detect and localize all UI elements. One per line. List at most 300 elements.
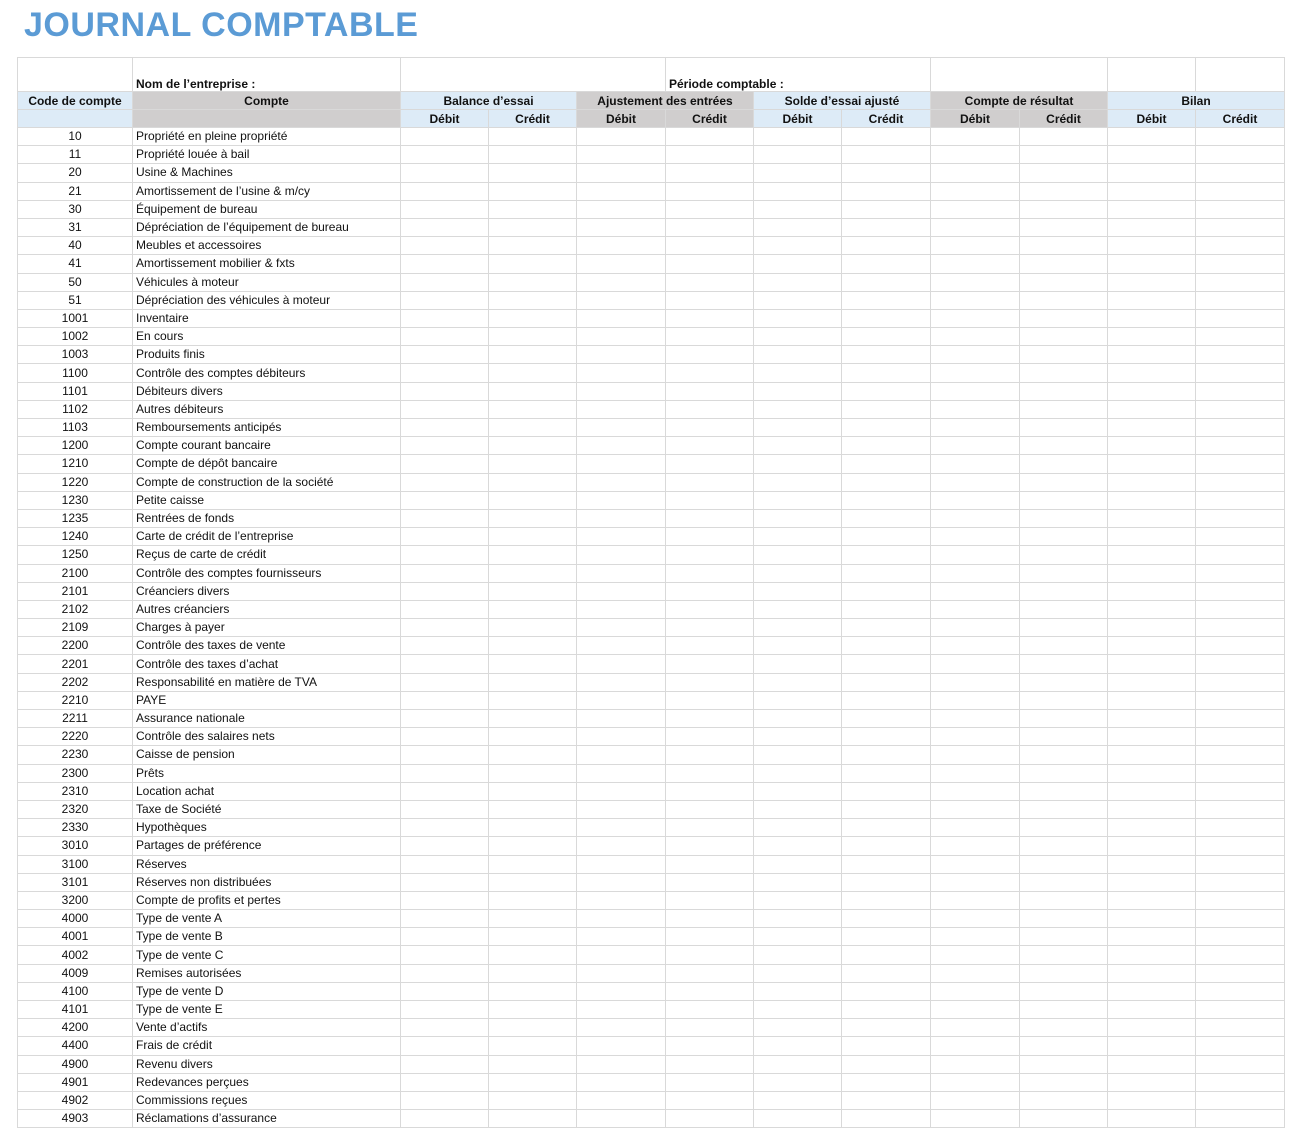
- debit-cell[interactable]: [401, 364, 489, 382]
- account-code-cell[interactable]: 2101: [18, 582, 133, 600]
- account-name-cell[interactable]: Dépréciation des véhicules à moteur: [133, 291, 401, 309]
- account-name-cell[interactable]: Créanciers divers: [133, 582, 401, 600]
- account-code-cell[interactable]: 3200: [18, 891, 133, 909]
- debit-cell[interactable]: [754, 764, 842, 782]
- debit-cell[interactable]: [401, 1110, 489, 1128]
- credit-cell[interactable]: [489, 964, 577, 982]
- account-name-cell[interactable]: Prêts: [133, 764, 401, 782]
- credit-cell[interactable]: [1020, 528, 1108, 546]
- debit-cell[interactable]: [931, 1001, 1020, 1019]
- debit-cell[interactable]: [1108, 346, 1196, 364]
- credit-cell[interactable]: [489, 819, 577, 837]
- debit-cell[interactable]: [577, 382, 666, 400]
- debit-cell[interactable]: [401, 200, 489, 218]
- debit-cell[interactable]: [931, 546, 1020, 564]
- debit-cell[interactable]: [401, 237, 489, 255]
- credit-cell[interactable]: [666, 928, 754, 946]
- account-name-cell[interactable]: Type de vente C: [133, 946, 401, 964]
- credit-cell[interactable]: [1196, 891, 1285, 909]
- debit-cell[interactable]: [1108, 491, 1196, 509]
- debit-cell[interactable]: [931, 782, 1020, 800]
- account-code-cell[interactable]: 40: [18, 237, 133, 255]
- credit-cell[interactable]: [1020, 582, 1108, 600]
- credit-cell[interactable]: [489, 1037, 577, 1055]
- credit-cell[interactable]: [1196, 491, 1285, 509]
- debit-cell[interactable]: [401, 164, 489, 182]
- debit-cell[interactable]: [401, 509, 489, 527]
- credit-cell[interactable]: [489, 528, 577, 546]
- debit-cell[interactable]: [1108, 928, 1196, 946]
- debit-cell[interactable]: [931, 928, 1020, 946]
- account-name-cell[interactable]: Caisse de pension: [133, 746, 401, 764]
- debit-cell[interactable]: [577, 400, 666, 418]
- credit-cell[interactable]: [1196, 600, 1285, 618]
- account-code-cell[interactable]: 3010: [18, 837, 133, 855]
- credit-cell[interactable]: [1020, 328, 1108, 346]
- credit-cell[interactable]: [666, 1110, 754, 1128]
- debit-cell[interactable]: [401, 1073, 489, 1091]
- credit-cell[interactable]: [666, 837, 754, 855]
- debit-cell[interactable]: [754, 928, 842, 946]
- account-name-cell[interactable]: Compte de construction de la société: [133, 473, 401, 491]
- credit-cell[interactable]: [666, 291, 754, 309]
- credit-cell[interactable]: [1196, 782, 1285, 800]
- credit-cell[interactable]: [1020, 255, 1108, 273]
- credit-cell[interactable]: [1196, 473, 1285, 491]
- debit-cell[interactable]: [577, 364, 666, 382]
- debit-cell[interactable]: [1108, 1110, 1196, 1128]
- debit-cell[interactable]: [401, 437, 489, 455]
- debit-cell[interactable]: [931, 710, 1020, 728]
- credit-cell[interactable]: [666, 491, 754, 509]
- credit-cell[interactable]: [1196, 182, 1285, 200]
- debit-cell[interactable]: [401, 855, 489, 873]
- credit-cell[interactable]: [1196, 837, 1285, 855]
- debit-cell[interactable]: [401, 928, 489, 946]
- account-code-cell[interactable]: 51: [18, 291, 133, 309]
- debit-cell[interactable]: [754, 582, 842, 600]
- account-code-cell[interactable]: 1100: [18, 364, 133, 382]
- debit-cell[interactable]: [754, 491, 842, 509]
- credit-cell[interactable]: [1020, 600, 1108, 618]
- debit-cell[interactable]: [401, 710, 489, 728]
- debit-cell[interactable]: [401, 346, 489, 364]
- credit-cell[interactable]: [1020, 309, 1108, 327]
- credit-cell[interactable]: [1020, 891, 1108, 909]
- debit-cell[interactable]: [1108, 800, 1196, 818]
- credit-cell[interactable]: [842, 255, 931, 273]
- debit-cell[interactable]: [577, 200, 666, 218]
- debit-cell[interactable]: [931, 328, 1020, 346]
- debit-cell[interactable]: [754, 782, 842, 800]
- account-name-cell[interactable]: Partages de préférence: [133, 837, 401, 855]
- credit-cell[interactable]: [842, 910, 931, 928]
- debit-cell[interactable]: [931, 400, 1020, 418]
- credit-cell[interactable]: [1196, 928, 1285, 946]
- credit-cell[interactable]: [1020, 364, 1108, 382]
- credit-cell[interactable]: [1196, 1110, 1285, 1128]
- debit-cell[interactable]: [1108, 455, 1196, 473]
- debit-cell[interactable]: [1108, 728, 1196, 746]
- credit-cell[interactable]: [842, 928, 931, 946]
- credit-cell[interactable]: [1196, 346, 1285, 364]
- debit-cell[interactable]: [577, 509, 666, 527]
- debit-cell[interactable]: [401, 782, 489, 800]
- account-name-cell[interactable]: Autres créanciers: [133, 600, 401, 618]
- credit-cell[interactable]: [666, 200, 754, 218]
- account-name-cell[interactable]: Compte de profits et pertes: [133, 891, 401, 909]
- debit-cell[interactable]: [931, 364, 1020, 382]
- credit-cell[interactable]: [666, 891, 754, 909]
- credit-cell[interactable]: [666, 1019, 754, 1037]
- debit-cell[interactable]: [401, 837, 489, 855]
- credit-cell[interactable]: [666, 364, 754, 382]
- credit-cell[interactable]: [666, 873, 754, 891]
- debit-cell[interactable]: [401, 528, 489, 546]
- debit-cell[interactable]: [401, 600, 489, 618]
- credit-cell[interactable]: [1020, 237, 1108, 255]
- debit-cell[interactable]: [754, 728, 842, 746]
- credit-cell[interactable]: [842, 546, 931, 564]
- account-code-cell[interactable]: 2200: [18, 637, 133, 655]
- debit-cell[interactable]: [931, 1055, 1020, 1073]
- account-code-cell[interactable]: 30: [18, 200, 133, 218]
- credit-cell[interactable]: [842, 728, 931, 746]
- credit-cell[interactable]: [1020, 564, 1108, 582]
- debit-cell[interactable]: [1108, 691, 1196, 709]
- debit-cell[interactable]: [1108, 218, 1196, 236]
- account-name-cell[interactable]: Débiteurs divers: [133, 382, 401, 400]
- credit-cell[interactable]: [1020, 764, 1108, 782]
- credit-cell[interactable]: [842, 273, 931, 291]
- debit-cell[interactable]: [1108, 1073, 1196, 1091]
- debit-cell[interactable]: [577, 891, 666, 909]
- account-name-cell[interactable]: Hypothèques: [133, 819, 401, 837]
- debit-cell[interactable]: [754, 128, 842, 146]
- debit-cell[interactable]: [577, 910, 666, 928]
- debit-cell[interactable]: [577, 473, 666, 491]
- credit-cell[interactable]: [666, 782, 754, 800]
- debit-cell[interactable]: [754, 328, 842, 346]
- debit-cell[interactable]: [931, 528, 1020, 546]
- account-code-cell[interactable]: 2310: [18, 782, 133, 800]
- debit-cell[interactable]: [931, 746, 1020, 764]
- account-code-cell[interactable]: 3100: [18, 855, 133, 873]
- credit-cell[interactable]: [1020, 1037, 1108, 1055]
- credit-cell[interactable]: [842, 146, 931, 164]
- credit-cell[interactable]: [842, 710, 931, 728]
- account-code-cell[interactable]: 20: [18, 164, 133, 182]
- debit-cell[interactable]: [754, 528, 842, 546]
- debit-cell[interactable]: [931, 1091, 1020, 1109]
- debit-cell[interactable]: [577, 546, 666, 564]
- account-name-cell[interactable]: Compte de dépôt bancaire: [133, 455, 401, 473]
- credit-cell[interactable]: [666, 637, 754, 655]
- credit-cell[interactable]: [842, 764, 931, 782]
- account-code-cell[interactable]: 4200: [18, 1019, 133, 1037]
- debit-cell[interactable]: [401, 419, 489, 437]
- account-name-cell[interactable]: Assurance nationale: [133, 710, 401, 728]
- credit-cell[interactable]: [666, 964, 754, 982]
- credit-cell[interactable]: [1020, 746, 1108, 764]
- credit-cell[interactable]: [666, 164, 754, 182]
- debit-cell[interactable]: [931, 164, 1020, 182]
- debit-cell[interactable]: [401, 146, 489, 164]
- credit-cell[interactable]: [1020, 1001, 1108, 1019]
- debit-cell[interactable]: [754, 437, 842, 455]
- debit-cell[interactable]: [1108, 1091, 1196, 1109]
- debit-cell[interactable]: [1108, 764, 1196, 782]
- credit-cell[interactable]: [842, 455, 931, 473]
- credit-cell[interactable]: [1020, 673, 1108, 691]
- credit-cell[interactable]: [1196, 673, 1285, 691]
- debit-cell[interactable]: [931, 619, 1020, 637]
- credit-cell[interactable]: [666, 1091, 754, 1109]
- credit-cell[interactable]: [1020, 637, 1108, 655]
- debit-cell[interactable]: [577, 328, 666, 346]
- credit-cell[interactable]: [666, 182, 754, 200]
- debit-cell[interactable]: [754, 1055, 842, 1073]
- debit-cell[interactable]: [754, 637, 842, 655]
- credit-cell[interactable]: [666, 546, 754, 564]
- company-name-field[interactable]: [401, 58, 666, 92]
- credit-cell[interactable]: [489, 1110, 577, 1128]
- account-name-cell[interactable]: Réserves: [133, 855, 401, 873]
- credit-cell[interactable]: [842, 564, 931, 582]
- credit-cell[interactable]: [842, 582, 931, 600]
- credit-cell[interactable]: [1196, 564, 1285, 582]
- credit-cell[interactable]: [1196, 528, 1285, 546]
- debit-cell[interactable]: [931, 600, 1020, 618]
- debit-cell[interactable]: [931, 1037, 1020, 1055]
- credit-cell[interactable]: [666, 655, 754, 673]
- credit-cell[interactable]: [842, 164, 931, 182]
- credit-cell[interactable]: [842, 1019, 931, 1037]
- debit-cell[interactable]: [577, 691, 666, 709]
- debit-cell[interactable]: [577, 1019, 666, 1037]
- debit-cell[interactable]: [754, 546, 842, 564]
- debit-cell[interactable]: [931, 437, 1020, 455]
- account-code-cell[interactable]: 2320: [18, 800, 133, 818]
- debit-cell[interactable]: [401, 800, 489, 818]
- debit-cell[interactable]: [754, 473, 842, 491]
- debit-cell[interactable]: [577, 491, 666, 509]
- credit-cell[interactable]: [842, 1091, 931, 1109]
- debit-cell[interactable]: [754, 910, 842, 928]
- debit-cell[interactable]: [577, 1073, 666, 1091]
- debit-cell[interactable]: [1108, 655, 1196, 673]
- meta-blank-cell[interactable]: [1196, 58, 1285, 92]
- debit-cell[interactable]: [401, 182, 489, 200]
- debit-cell[interactable]: [401, 891, 489, 909]
- debit-cell[interactable]: [577, 782, 666, 800]
- credit-cell[interactable]: [842, 982, 931, 1000]
- debit-cell[interactable]: [401, 328, 489, 346]
- debit-cell[interactable]: [931, 455, 1020, 473]
- credit-cell[interactable]: [666, 619, 754, 637]
- account-name-cell[interactable]: Véhicules à moteur: [133, 273, 401, 291]
- debit-cell[interactable]: [577, 255, 666, 273]
- debit-cell[interactable]: [1108, 619, 1196, 637]
- account-code-cell[interactable]: 1200: [18, 437, 133, 455]
- credit-cell[interactable]: [1196, 819, 1285, 837]
- debit-cell[interactable]: [401, 455, 489, 473]
- credit-cell[interactable]: [842, 128, 931, 146]
- debit-cell[interactable]: [401, 1019, 489, 1037]
- account-code-cell[interactable]: 4000: [18, 910, 133, 928]
- credit-cell[interactable]: [666, 400, 754, 418]
- debit-cell[interactable]: [931, 473, 1020, 491]
- credit-cell[interactable]: [489, 328, 577, 346]
- debit-cell[interactable]: [577, 837, 666, 855]
- debit-cell[interactable]: [577, 291, 666, 309]
- account-name-cell[interactable]: Reçus de carte de crédit: [133, 546, 401, 564]
- debit-cell[interactable]: [401, 128, 489, 146]
- account-code-cell[interactable]: 1002: [18, 328, 133, 346]
- account-name-cell[interactable]: Meubles et accessoires: [133, 237, 401, 255]
- debit-cell[interactable]: [754, 309, 842, 327]
- account-code-cell[interactable]: 4902: [18, 1091, 133, 1109]
- credit-cell[interactable]: [489, 509, 577, 527]
- credit-cell[interactable]: [666, 946, 754, 964]
- credit-cell[interactable]: [842, 637, 931, 655]
- debit-cell[interactable]: [577, 146, 666, 164]
- account-code-cell[interactable]: 4002: [18, 946, 133, 964]
- debit-cell[interactable]: [931, 1110, 1020, 1128]
- credit-cell[interactable]: [489, 655, 577, 673]
- credit-cell[interactable]: [666, 982, 754, 1000]
- account-code-cell[interactable]: 2210: [18, 691, 133, 709]
- account-code-cell[interactable]: 4009: [18, 964, 133, 982]
- debit-cell[interactable]: [754, 273, 842, 291]
- credit-cell[interactable]: [1020, 200, 1108, 218]
- credit-cell[interactable]: [1196, 746, 1285, 764]
- account-code-cell[interactable]: 1220: [18, 473, 133, 491]
- credit-cell[interactable]: [489, 637, 577, 655]
- debit-cell[interactable]: [754, 946, 842, 964]
- credit-cell[interactable]: [842, 600, 931, 618]
- credit-cell[interactable]: [1196, 855, 1285, 873]
- credit-cell[interactable]: [666, 473, 754, 491]
- credit-cell[interactable]: [842, 419, 931, 437]
- debit-cell[interactable]: [1108, 746, 1196, 764]
- credit-cell[interactable]: [842, 291, 931, 309]
- debit-cell[interactable]: [1108, 164, 1196, 182]
- credit-cell[interactable]: [489, 437, 577, 455]
- debit-cell[interactable]: [1108, 582, 1196, 600]
- credit-cell[interactable]: [489, 382, 577, 400]
- credit-cell[interactable]: [1196, 691, 1285, 709]
- debit-cell[interactable]: [931, 964, 1020, 982]
- account-code-cell[interactable]: 2109: [18, 619, 133, 637]
- credit-cell[interactable]: [1196, 946, 1285, 964]
- credit-cell[interactable]: [1196, 982, 1285, 1000]
- credit-cell[interactable]: [489, 473, 577, 491]
- credit-cell[interactable]: [489, 291, 577, 309]
- credit-cell[interactable]: [666, 673, 754, 691]
- credit-cell[interactable]: [489, 146, 577, 164]
- credit-cell[interactable]: [666, 564, 754, 582]
- credit-cell[interactable]: [666, 855, 754, 873]
- debit-cell[interactable]: [1108, 255, 1196, 273]
- credit-cell[interactable]: [1020, 400, 1108, 418]
- debit-cell[interactable]: [577, 1037, 666, 1055]
- debit-cell[interactable]: [1108, 291, 1196, 309]
- debit-cell[interactable]: [577, 819, 666, 837]
- credit-cell[interactable]: [1020, 218, 1108, 236]
- debit-cell[interactable]: [1108, 182, 1196, 200]
- account-code-cell[interactable]: 1001: [18, 309, 133, 327]
- debit-cell[interactable]: [1108, 237, 1196, 255]
- credit-cell[interactable]: [1196, 710, 1285, 728]
- credit-cell[interactable]: [1020, 910, 1108, 928]
- debit-cell[interactable]: [577, 528, 666, 546]
- credit-cell[interactable]: [666, 764, 754, 782]
- credit-cell[interactable]: [1196, 1073, 1285, 1091]
- credit-cell[interactable]: [1020, 691, 1108, 709]
- debit-cell[interactable]: [577, 673, 666, 691]
- credit-cell[interactable]: [1196, 382, 1285, 400]
- meta-blank-cell[interactable]: [18, 58, 133, 92]
- debit-cell[interactable]: [931, 509, 1020, 527]
- account-name-cell[interactable]: PAYE: [133, 691, 401, 709]
- account-name-cell[interactable]: Contrôle des taxes de vente: [133, 637, 401, 655]
- debit-cell[interactable]: [1108, 1037, 1196, 1055]
- credit-cell[interactable]: [842, 1001, 931, 1019]
- debit-cell[interactable]: [754, 982, 842, 1000]
- credit-cell[interactable]: [1196, 910, 1285, 928]
- credit-cell[interactable]: [1020, 382, 1108, 400]
- debit-cell[interactable]: [401, 1055, 489, 1073]
- credit-cell[interactable]: [666, 309, 754, 327]
- credit-cell[interactable]: [1196, 273, 1285, 291]
- debit-cell[interactable]: [931, 982, 1020, 1000]
- credit-cell[interactable]: [489, 782, 577, 800]
- debit-cell[interactable]: [577, 128, 666, 146]
- debit-cell[interactable]: [754, 400, 842, 418]
- account-code-cell[interactable]: 2211: [18, 710, 133, 728]
- credit-cell[interactable]: [1020, 819, 1108, 837]
- debit-cell[interactable]: [754, 837, 842, 855]
- credit-cell[interactable]: [1196, 437, 1285, 455]
- debit-cell[interactable]: [577, 1055, 666, 1073]
- credit-cell[interactable]: [1020, 1073, 1108, 1091]
- debit-cell[interactable]: [754, 673, 842, 691]
- credit-cell[interactable]: [1196, 1019, 1285, 1037]
- credit-cell[interactable]: [842, 200, 931, 218]
- credit-cell[interactable]: [489, 710, 577, 728]
- credit-cell[interactable]: [1020, 946, 1108, 964]
- credit-cell[interactable]: [489, 873, 577, 891]
- debit-cell[interactable]: [931, 564, 1020, 582]
- credit-cell[interactable]: [666, 455, 754, 473]
- credit-cell[interactable]: [1020, 800, 1108, 818]
- debit-cell[interactable]: [401, 655, 489, 673]
- credit-cell[interactable]: [842, 746, 931, 764]
- debit-cell[interactable]: [931, 891, 1020, 909]
- credit-cell[interactable]: [842, 437, 931, 455]
- debit-cell[interactable]: [754, 1001, 842, 1019]
- debit-cell[interactable]: [931, 873, 1020, 891]
- debit-cell[interactable]: [931, 255, 1020, 273]
- credit-cell[interactable]: [666, 146, 754, 164]
- debit-cell[interactable]: [754, 1037, 842, 1055]
- credit-cell[interactable]: [842, 237, 931, 255]
- credit-cell[interactable]: [1020, 419, 1108, 437]
- account-name-cell[interactable]: Amortissement mobilier & fxts: [133, 255, 401, 273]
- debit-cell[interactable]: [1108, 419, 1196, 437]
- debit-cell[interactable]: [401, 255, 489, 273]
